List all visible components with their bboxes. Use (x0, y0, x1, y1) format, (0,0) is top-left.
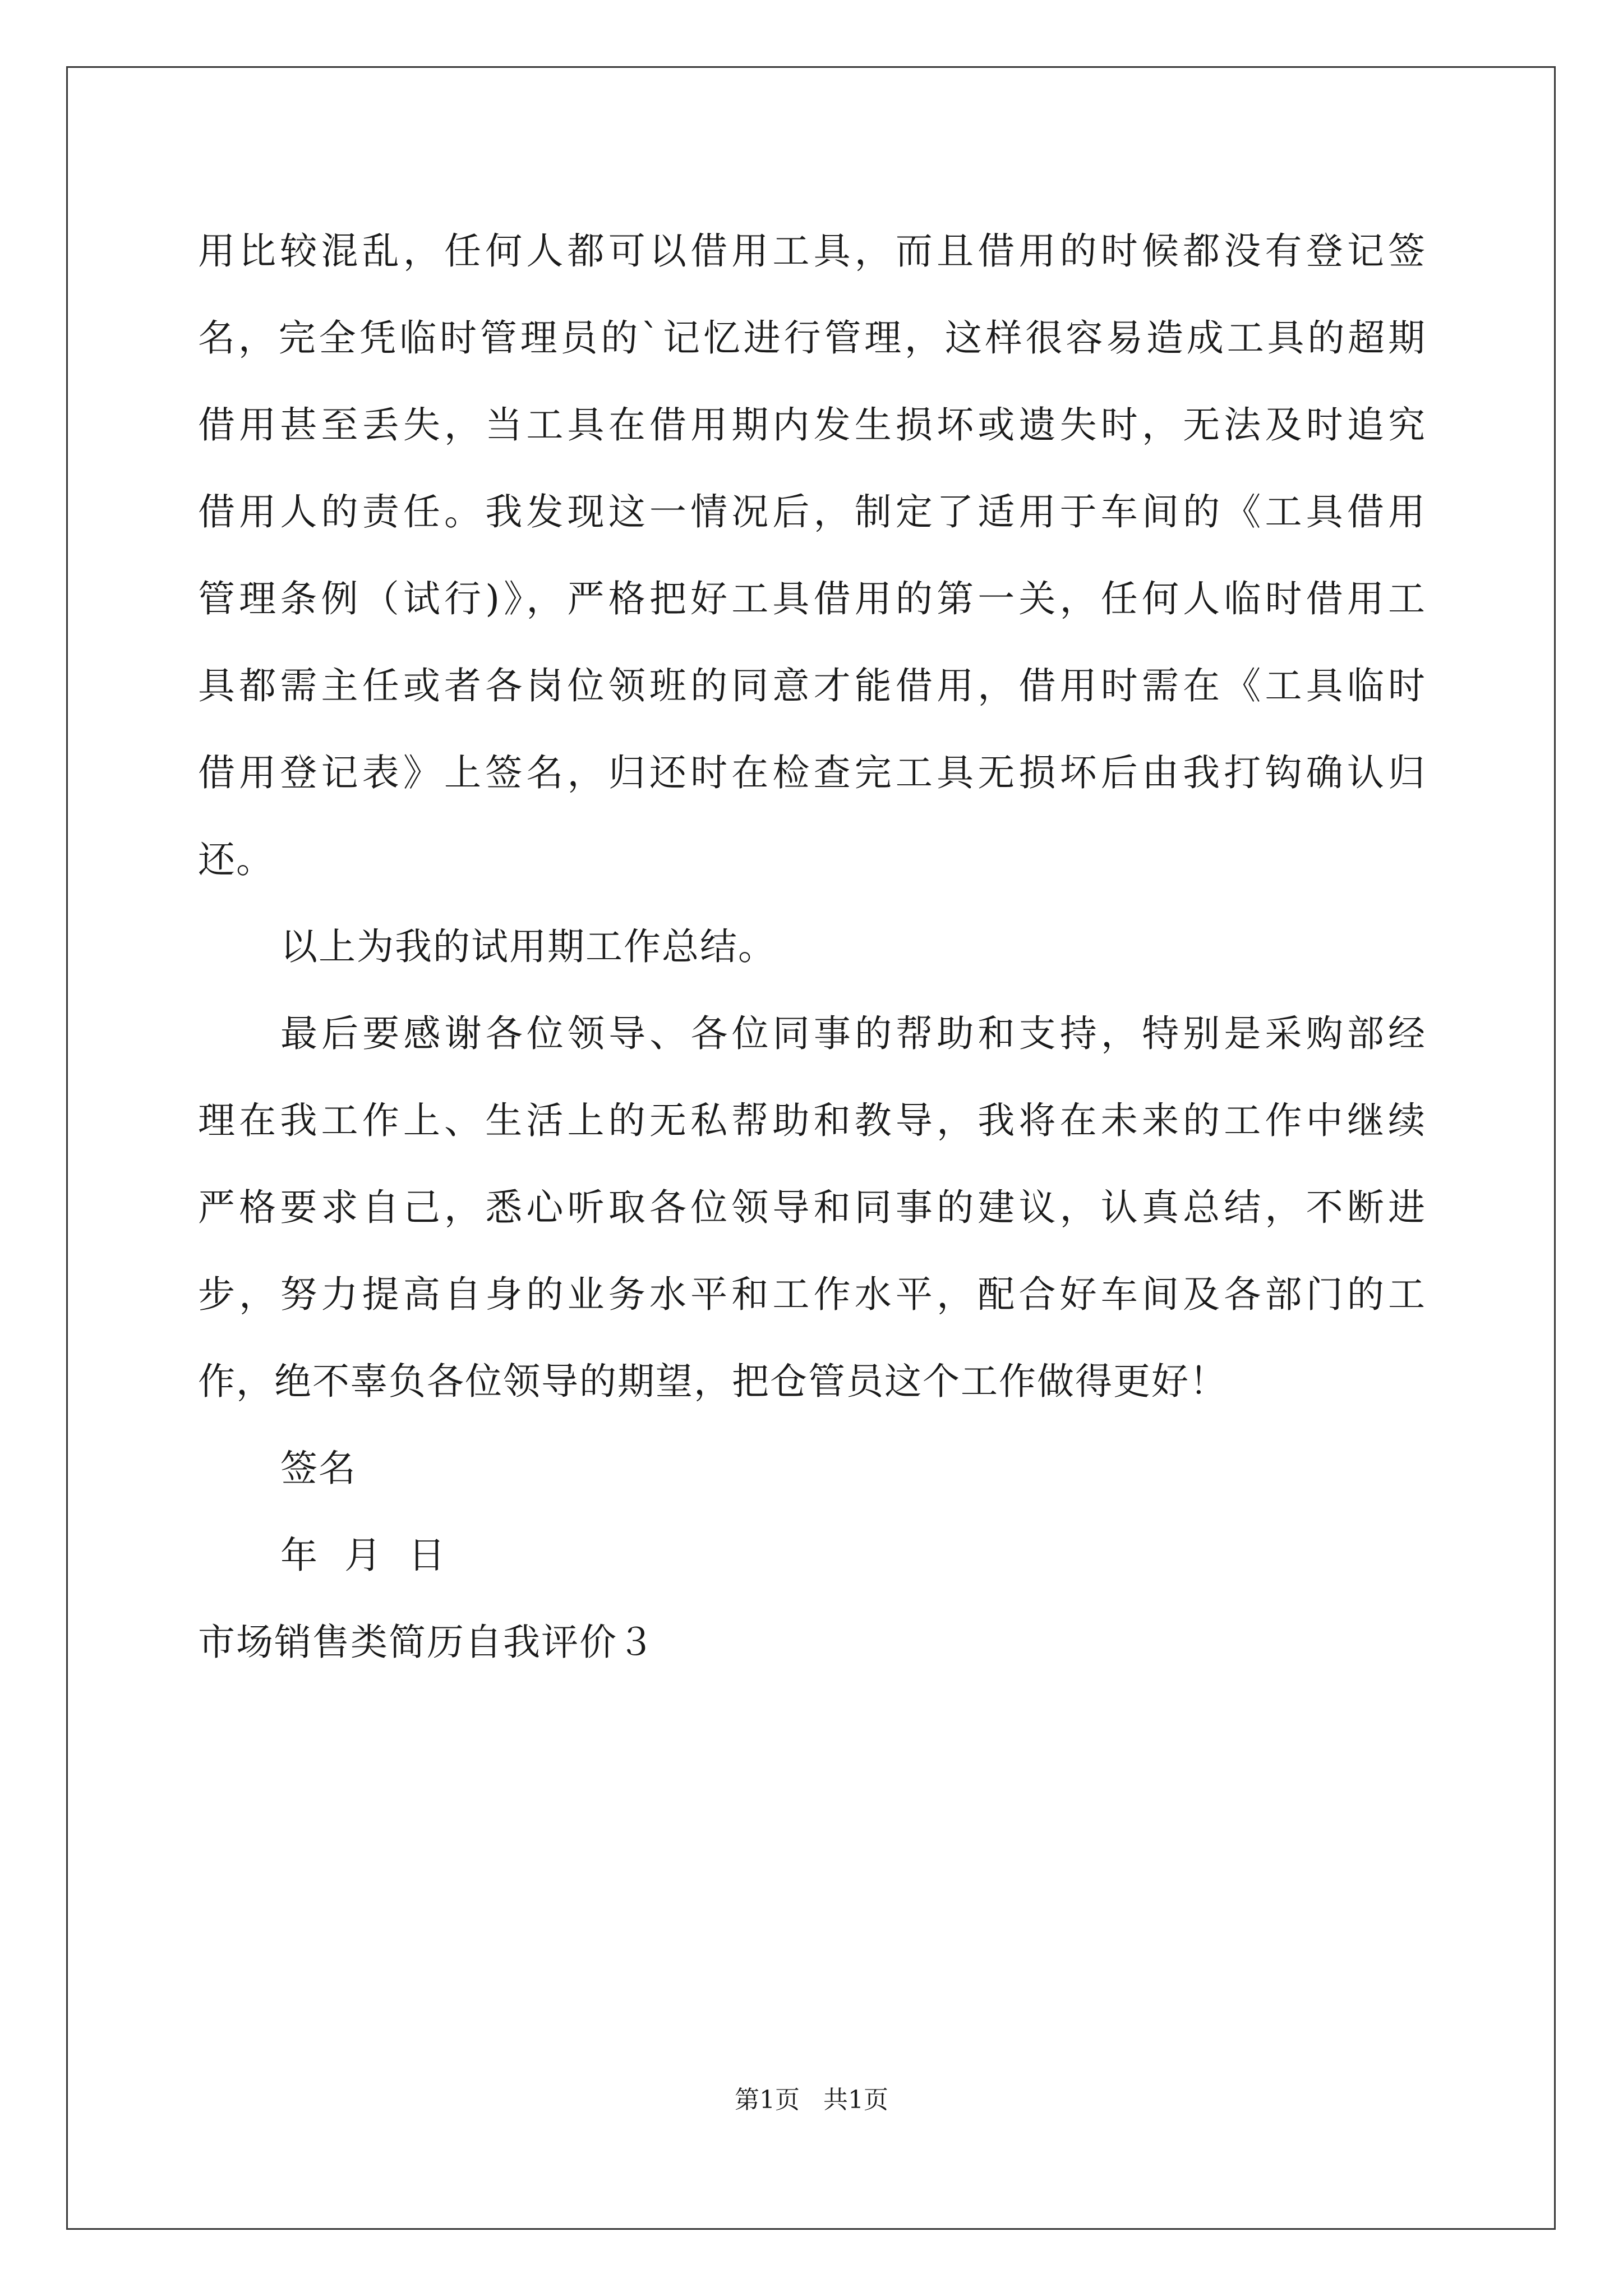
summary-sentence: 以上为我的试用期工作总结。 (280, 925, 776, 968)
paragraph-3-line-3: 严格要求自己，悉心听取各位领导和同事的建议，认真总结，不断进 (198, 1186, 1425, 1229)
paragraph-1-line-7: 借用登记表》上签名，归还时在检查完工具无损坏后由我打钩确认归 (198, 751, 1425, 794)
paragraph-1-line-5: 管理条例（试行)》，严格把好工具借用的第一关，任何人临时借用工 (198, 577, 1425, 620)
section-heading: 市场销售类简历自我评价３ (198, 1621, 656, 1664)
paragraph-3-line-1: 最后要感谢各位领导、各位同事的帮助和支持，特别是采购部经 (280, 1012, 1425, 1055)
paragraph-1-line-2: 名，完全凭临时管理员的`记忆进行管理，这样很容易造成工具的超期 (198, 316, 1425, 360)
paragraph-3-line-5: 作，绝不辜负各位领导的期望，把仓管员这个工作做得更好！ (198, 1360, 1228, 1403)
page-footer: 第1页 共1页 (735, 2086, 888, 2114)
paragraph-1-line-1: 用比较混乱，任何人都可以借用工具，而且借用的时候都没有登记签 (198, 229, 1425, 273)
paragraph-3-line-4: 步，努力提高自身的业务水平和工作水平，配合好车间及各部门的工 (198, 1273, 1425, 1316)
date-label: 年 月 日 (280, 1534, 446, 1577)
paragraph-1-line-8: 还。 (198, 838, 274, 881)
paragraph-3-line-2: 理在我工作上、生活上的无私帮助和教导，我将在未来的工作中继续 (198, 1099, 1425, 1142)
page-border (66, 66, 1556, 2230)
signature-label: 签名 (280, 1447, 357, 1490)
paragraph-1-line-6: 具都需主任或者各岗位领班的同意才能借用，借用时需在《工具临时 (198, 664, 1425, 707)
paragraph-1-line-3: 借用甚至丢失，当工具在借用期内发生损坏或遗失时，无法及时追究 (198, 403, 1425, 447)
paragraph-1-line-4: 借用人的责任。我发现这一情况后，制定了适用于车间的《工具借用 (198, 490, 1425, 533)
